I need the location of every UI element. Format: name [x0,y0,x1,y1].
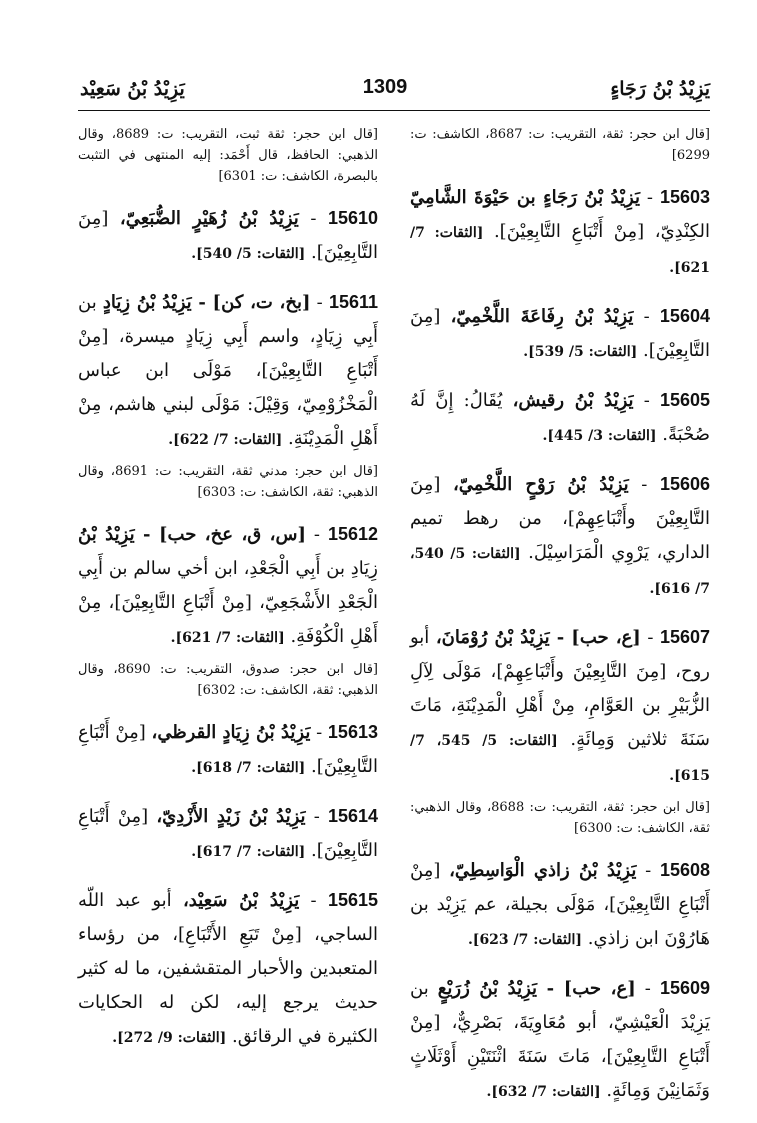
entry-body: [مِنَ التَّابِعِيْنَ]. [78,208,378,263]
entry-reference: [الثقات: 7/ 618]. [191,760,306,776]
entry-name: يَزِيْدُ بْنُ سَعِيْد، [182,890,300,911]
entry-body: يُقَالُ: إِنَّ لَهُ صُحْبَةً. [410,390,710,445]
right-column [410,124,710,1123]
entry-body: [مِنْ أَتْبَاعِ التَّابِعِيْنَ]، مَوْلَى بجيلة، عم يَزِيْد بن هَارُوْنَ ابن زاذي. [410,860,710,949]
entry-body: [مِنَ التَّابِعِيْنَ]. [410,306,710,361]
entry-reference: [الثقات: 3/ 445]. [542,428,657,444]
entry: 15611 - [بخ، ت، كن] - يَزِيْدُ بْنُ زِيَادٍ بن أَبِي زِيَادٍ، واسم أَبِي زِيَادٍ ميسرة، [مِنْ أَتْبَاعِ التَّابِعِيْنَ]، مَوْلَى ابن عباس الْمَخْزُوْمِيّ، وَقِيْلَ: مَوْلَى لبني هاشم، مِنْ أَهْلِ الْمَدِيْنَةِ. [الثقات: 7/ 622]. [78,292,378,449]
footnote: [قال ابن حجر: مدني ثقة، التقريب: ت: 8691، وقال الذهبي: ثقة، الكاشف: ت: 6303] [78,464,379,500]
entry-body: زِيَادِ بن أَبِي الْجَعْدِ، ابن أخي سالم بن أَبِي الْجَعْدِ الأَشْجَعِيّ، [مِنْ أَتْبَاعِ التَّابِعِيْنَ]، مِنْ أَهْلِ الْكُوْفَةِ. [78,558,378,647]
entry-name: يَزِيْدُ بْنُ زِيَادٍ القرظي، [151,722,311,743]
entry-reference: [الثقات: 7/ 623]. [467,932,582,948]
entry-number: 15612 [327,524,379,544]
entry-number: 15609 [659,978,710,998]
entry-body: بن أَبِي زِيَادٍ، واسم أَبِي زِيَادٍ ميسرة، [مِنْ أَتْبَاعِ التَّابِعِيْنَ]، مَوْلَى ابن عباس الْمَخْزُوْمِيّ، وَقِيْلَ: مَوْلَى لبني هاشم، مِنْ أَهْلِ الْمَدِيْنَةِ. [78,292,378,449]
entry-name: [ع، حب] - يَزِيْدُ بْنُ رُوْمَانَ، [435,627,641,648]
entry-name: [بخ، ت، كن] - يَزِيْدُ بْنُ زِيَادٍ [102,292,311,313]
entry-number: 15603 [659,187,710,207]
entry: 15612 - [س، ق، عخ، حب] - يَزِيْدُ بْنُ زِيَادِ بن أَبِي الْجَعْدِ، ابن أخي سالم بن أَبِي الْجَعْدِ الأَشْجَعِيّ، [مِنْ أَتْبَاعِ التَّابِعِيْنَ]، مِنْ أَهْلِ الْكُوْفَةِ. [الثقات: 7/ 621]. [78,524,379,647]
entry-name: يَزِيْدُ بْنُ رَجَاءٍ بن حَيْوَةَ الشَّامِيّ [410,187,640,208]
entry-number: 15614 [327,806,378,826]
entry: 15610 - يَزِيْدُ بْنُ زُهَيْرٍ الضُّبَعِيّ، [مِنَ التَّابِعِيْنَ]. [الثقات: 5/ 540]. [78,208,378,263]
page-number: 1309 [362,76,408,98]
entry-body: أبو روح، [مِنَ التَّابِعِيْنَ وأَتْبَاعِهِمْ]، مَوْلَى لِآلِ الزُّبَيْرِ بن العَوَّامِ، مِنْ أَهْلِ الْمَدِيْنَةِ، مَاتَ سَنَةَ ثلاثين وَمِائَةٍ. [410,627,710,750]
entry-name: [س، ق، عخ، حب] - يَزِيْدُ بْنُ [78,524,306,545]
entry-number: 15604 [659,306,710,326]
entry-number: 15608 [659,860,710,880]
entry-body: [مِنَ التَّابِعِيْنَ وأَتْبَاعِهِمْ]، من رهط تميم الداري، يَرْوِي الْمَرَاسِيْلَ. [410,474,710,563]
entry: 15607 - [ع، حب] - يَزِيْدُ بْنُ رُوْمَانَ، أبو روح، [مِنَ التَّابِعِيْنَ وأَتْبَاعِهِمْ]، مَوْلَى لِآلِ الزُّبَيْرِ بن العَوَّامِ، مِنْ أَهْلِ الْمَدِيْنَةِ، مَاتَ سَنَةَ ثلاثين وَمِائَةٍ. [الثقات: 5/ 545، 7/ 615]. [410,627,710,784]
entry-name: يَزِيْدُ بْنُ رَوْحٍ اللَّخْمِيّ، [452,474,629,495]
entry-reference: [الثقات: 5/ 540]. [191,246,306,262]
entry: 15606 - يَزِيْدُ بْنُ رَوْحٍ اللَّخْمِيّ، [مِنَ التَّابِعِيْنَ وأَتْبَاعِهِمْ]، من رهط تميم الداري، يَرْوِي الْمَرَاسِيْلَ. [الثقات: 5/ 540، 7/ 616]. [410,474,710,597]
running-title-right: يَزِيْدُ بْنُ رَجَاءٍ [610,78,710,100]
entry-reference: [الثقات: 7/ 617]. [191,844,306,860]
entry-name: يَزِيْدُ بْنُ زُهَيْرٍ الضُّبَعِيّ، [119,208,299,229]
footnote: [قال ابن حجر: ثقة، التقريب: ت: 8687، الكاشف: ت: 6299] [410,127,710,163]
entry: 15615 - يَزِيْدُ بْنُ سَعِيْد، أبو عبد اللّه الساجي، [مِنْ تَبَعِ الأَتْبَاعِ]، من رؤساء المتعبدين والأحبار المتقشفين، ما له كثير حديث يرجع إليه، لكن له الحكايات الكثيرة في الرقائق. [الثقات: 9/ 272]. [78,890,378,1047]
entry-number: 15607 [659,627,710,647]
entry: 15604 - يَزِيْدُ بْنُ رِفَاعَةَ اللَّخْمِيّ، [مِنَ التَّابِعِيْنَ]. [الثقات: 5/ 539]. [410,306,710,361]
entry-reference: [الثقات: 7/ 621]. [410,225,710,276]
entry-number: 15606 [659,474,710,494]
entry: 15609 - [ع، حب] - يَزِيْدُ بْنُ زُرَيْعٍ بن يَزِيْدَ الْعَيْشِيّ، أبو مُعَاوِيَةَ، بَصْرِيٌّ، [مِنْ أَتْبَاعِ التَّابِعِيْنَ]، مَاتَ سَنَةَ اثْنَتَيْنِ أَوْثَلَاثٍ وَثَمَانِيْنَ وَمِائَةٍ. [الثقات: 7/ 632]. [410,978,710,1101]
entry: 15605 - يَزِيْدُ بْنُ رقيش، يُقَالُ: إِنَّ لَهُ صُحْبَةً. [الثقات: 3/ 445]. [410,390,710,445]
entry-body: أبو عبد اللّه الساجي، [مِنْ تَبَعِ الأَتْبَاعِ]، من رؤساء المتعبدين والأحبار المتقشفين، ما له كثير حديث يرجع إليه، لكن له الحكايات الكثيرة في الرقائق. [78,890,378,1047]
entry-number: 15613 [327,722,378,742]
footnote: [قال ابن حجر: ثقة، التقريب: ت: 8688، وقال الذهبي: ثقة، الكاشف: ت: 6300] [410,800,710,836]
footnote: [قال ابن حجر: ثقة ثبت، التقريب: ت: 8689، وقال الذهبي: الحافظ، قال أَحْمَد: إليه المنتهى في التثبت بالبصرة، الكاشف: ت: 6301] [78,127,378,184]
entry-number: 15615 [327,890,378,910]
entry: 15608 - يَزِيْدُ بْنُ زاذي الْوَاسِطِيّ، [مِنْ أَتْبَاعِ التَّابِعِيْنَ]، مَوْلَى بجيلة، عم يَزِيْد بن هَارُوْنَ ابن زاذي. [الثقات: 7/ 623]. [410,860,710,949]
running-title-left: يَزِيْدُ بْنُ سَعِيْد [80,78,185,100]
entry: 15614 - يَزِيْدُ بْنُ زَيْدٍ الأَزْدِيّ، [مِنْ أَتْبَاعِ التَّابِعِيْنَ]. [الثقات: 7/ 617]. [78,806,378,861]
entry-name: يَزِيْدُ بْنُ زاذي الْوَاسِطِيّ، [449,860,637,881]
left-column [78,124,378,1069]
entry-number: 15610 [327,208,378,228]
entry-reference: [الثقات: 7/ 621]. [170,630,285,646]
entry-name: يَزِيْدُ بْنُ زَيْدٍ الأَزْدِيّ، [156,806,306,827]
entry-reference: [الثقات: 7/ 632]. [486,1084,601,1100]
entry-number: 15605 [659,390,710,410]
entry: 15613 - يَزِيْدُ بْنُ زِيَادٍ القرظي، [مِنْ أَتْبَاعِ التَّابِعِيْنَ]. [الثقات: 7/ 618]. [78,722,378,777]
entry-body: [مِنْ أَتْبَاعِ التَّابِعِيْنَ]. [78,806,378,861]
entry-reference: [الثقات: 5/ 545، 7/ 615]. [410,733,710,784]
entry-reference: [الثقات: 5/ 540، 7/ 616]. [410,546,710,597]
entry-name: [ع، حب] - يَزِيْدُ بْنُ زُرَيْعٍ [437,978,636,999]
entry-reference: [الثقات: 9/ 272]. [112,1030,227,1046]
entry-number: 15611 [328,292,378,312]
entry-name: يَزِيْدُ بْنُ رِفَاعَةَ اللَّخْمِيّ، [450,306,634,327]
footnote: [قال ابن حجر: صدوق، التقريب: ت: 8690، وقال الذهبي: ثقة، الكاشف: ت: 6302] [78,662,378,698]
entry-reference: [الثقات: 5/ 539]. [523,344,638,360]
entry-body: [مِنْ أَتْبَاعِ التَّابِعِيْنَ]. [78,722,378,777]
header-rule [78,110,710,111]
entry-reference: [الثقات: 7/ 622]. [168,432,283,448]
entry-body: الكِنْدِيّ، [مِنْ أَتْبَاعِ التَّابِعِيْنَ]. [493,221,710,242]
page-header [60,78,710,108]
entry: 15603 - يَزِيْدُ بْنُ رَجَاءٍ بن حَيْوَةَ الشَّامِيّ الكِنْدِيّ، [مِنْ أَتْبَاعِ التَّابِعِيْنَ]. [الثقات: 7/ 621]. [410,187,710,276]
entry-body: بن يَزِيْدَ الْعَيْشِيّ، أبو مُعَاوِيَةَ، بَصْرِيٌّ، [مِنْ أَتْبَاعِ التَّابِعِيْنَ]، مَاتَ سَنَةَ اثْنَتَيْنِ أَوْثَلَاثٍ وَثَمَانِيْنَ وَمِائَةٍ. [410,978,710,1101]
entry-name: يَزِيْدُ بْنُ رقيش، [512,390,634,411]
